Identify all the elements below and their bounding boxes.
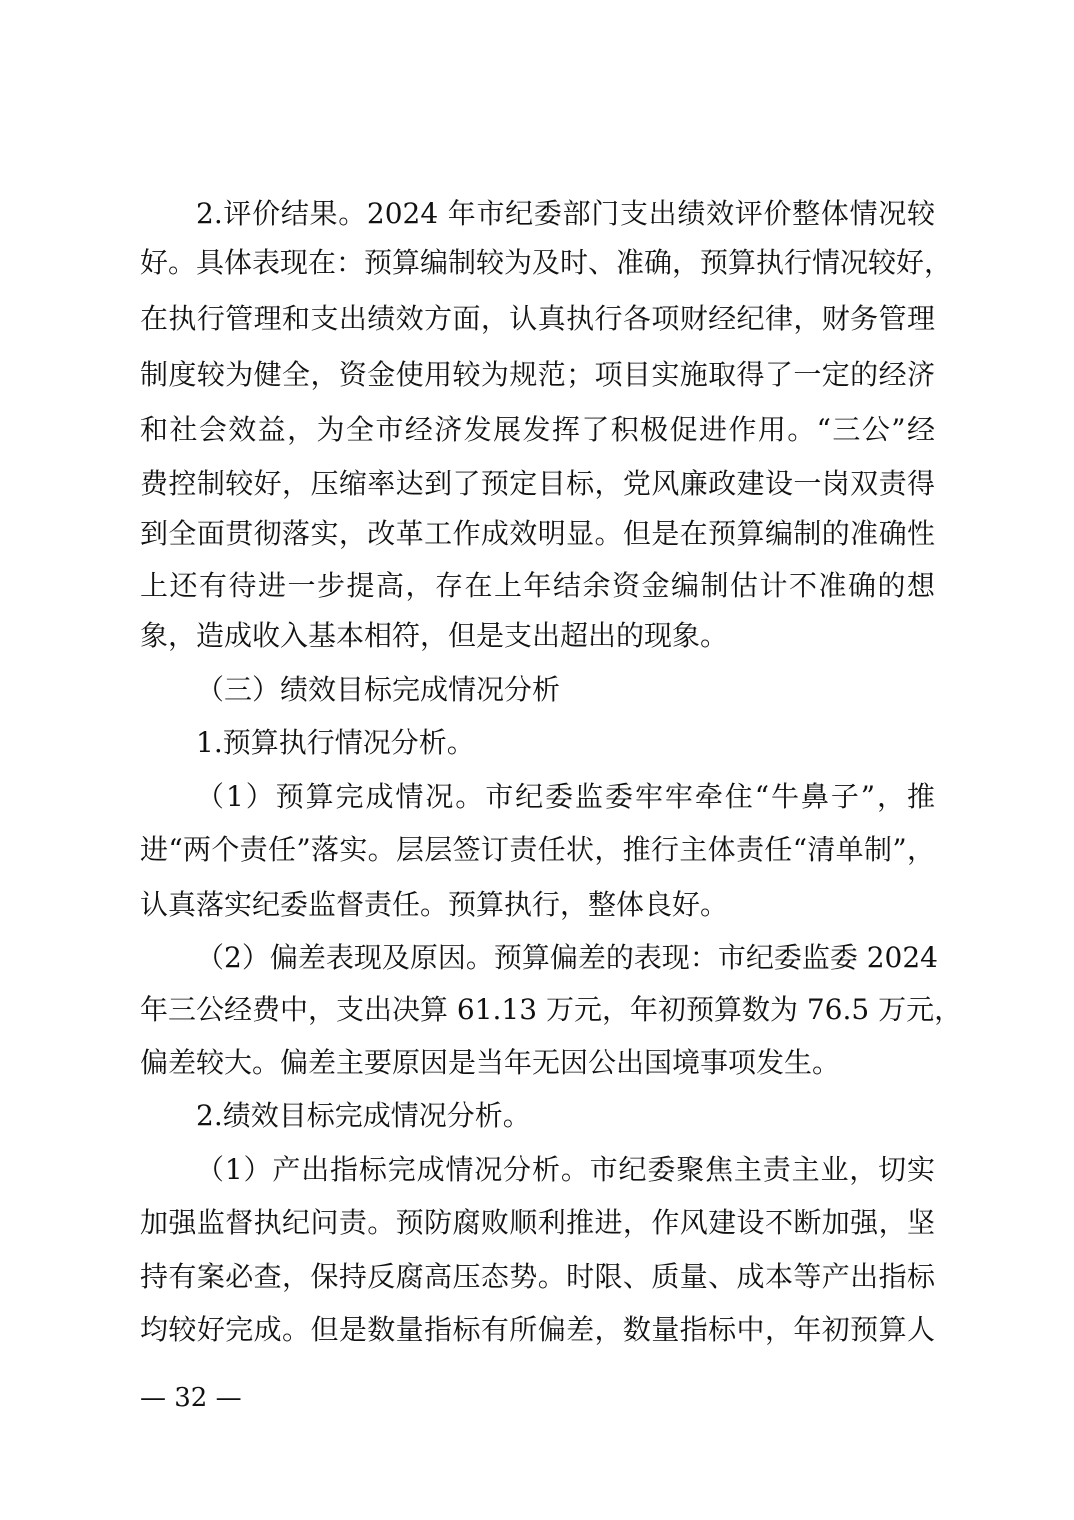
- paragraph-line: 进“两个责任”落实。层层签订责任状，推行主体责任“清单制”，: [140, 833, 935, 866]
- paragraph-line: 在执行管理和支出绩效方面，认真执行各项财经纪律，财务管理: [140, 302, 935, 335]
- paragraph-line: 加强监督执纪问责。预防腐败顺利推进，作风建设不断加强，坚: [140, 1206, 935, 1239]
- subsection-heading: 1.预算执行情况分析。: [196, 726, 475, 759]
- paragraph-line: 持有案必查，保持反腐高压态势。时限、质量、成本等产出指标: [140, 1260, 935, 1293]
- paragraph-line: 年三公经费中，支出决算 61.13 万元，年初预算数为 76.5 万元，: [140, 993, 963, 1026]
- subsection-heading: 2.绩效目标完成情况分析。: [196, 1099, 531, 1132]
- paragraph-line: 好。具体表现在：预算编制较为及时、准确，预算执行情况较好，: [140, 246, 953, 279]
- paragraph-line: （1）产出指标完成情况分析。市纪委聚焦主责主业，切实: [196, 1153, 935, 1186]
- paragraph-line: 到全面贯彻落实，改革工作成效明显。但是在预算编制的准确性: [140, 517, 935, 550]
- paragraph-line: 和社会效益，为全市经济发展发挥了积极促进作用。“三公”经: [140, 413, 935, 446]
- paragraph-line: 费控制较好，压缩率达到了预定目标，党风廉政建设一岗双责得: [140, 467, 935, 500]
- paragraph-line: （1）预算完成情况。市纪委监委牢牢牵住“牛鼻子”，推: [196, 780, 935, 813]
- paragraph-line: 认真落实纪委监督责任。预算执行，整体良好。: [140, 888, 729, 921]
- paragraph-line: 上还有待进一步提高，存在上年结余资金编制估计不准确的想: [140, 569, 935, 602]
- paragraph-line: 均较好完成。但是数量指标有所偏差，数量指标中，年初预算人: [140, 1313, 935, 1346]
- page-number: — 32 —: [140, 1383, 242, 1413]
- paragraph-line: 制度较为健全，资金使用较为规范；项目实施取得了一定的经济: [140, 358, 935, 391]
- paragraph-line: 偏差较大。偏差主要原因是当年无因公出国境事项发生。: [140, 1046, 841, 1079]
- paragraph-line: 象，造成收入基本相符，但是支出超出的现象。: [140, 619, 729, 652]
- section-heading: （三）绩效目标完成情况分析: [196, 673, 561, 706]
- paragraph-line: （2）偏差表现及原因。预算偏差的表现：市纪委监委 2024: [196, 941, 938, 974]
- paragraph-line: 2.评价结果。2024 年市纪委部门支出绩效评价整体情况较: [196, 197, 935, 230]
